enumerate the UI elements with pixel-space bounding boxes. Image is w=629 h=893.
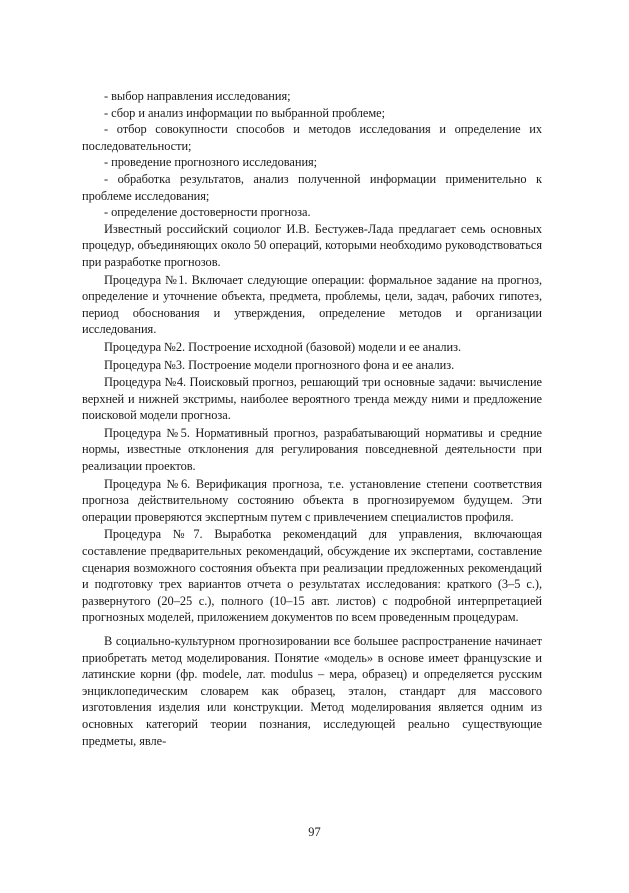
paragraph-procedure-7: Процедура №7. Выработка рекомендаций для управления, включающая составление предварительных рекомендаций, обсуждение их экспертами, составление сценария возможного состояния объекта при реализации предложенных рекомендаций и подготовку трех вариантов отчета о результатах исследования: краткого (3–5 с.), развернутого (20–25 с.), полного (10–15 авт. листов) с подробной интерпретацией прогнозных моделей, приложением документов по всем проведенным процедурам. [82,527,542,625]
paragraph-procedure-2: Процедура №2. Построение исходной (базовой) модели и ее анализ. [104,339,461,354]
paragraph-list-item-1: - выбор направления исследования; [104,89,291,103]
paragraph-procedure-4: Процедура №4. Поисковый прогноз, решающий три основные задачи: вычисление верхней и нижней экстримы, наиболее вероятного тренда между ними и предложение поисковой модели прогноза. [82,375,542,423]
paragraph-modeling-method: В социально-культурном прогнозировании все большее распространение начинает приобретать метод моделирования. Понятие «модель» в основе имеет французские и латинские корни (фр. modele, лат. modulus – мера, образец) и определяется русским энциклопедическим словарем как образец, эталон, стандарт для массового изготовления изделия или конструкции. Метод моделирования является одним из основных категорий теории познания, исследующей реально существующие предметы, явле- [82,634,542,748]
paragraph-procedure-5: Процедура №5. Нормативный прогноз, разрабатывающий нормативы и средние нормы, известные отклонения для регулирования повседневной деятельности при реализации проектов. [82,425,542,474]
paragraph-list-item-3: - отбор совокупности способов и методов исследования и определение их последовательности; [82,122,542,153]
paragraph-list-item-5: - обработка результатов, анализ полученной информации применительно к проблеме исследования; [82,171,542,203]
paragraph-procedure-1: Процедура №1. Включает следующие операции: формальное задание на прогноз, определение и уточнение объекта, предмета, проблемы, цели, задач, рабочих гипотез, период обоснования и утверждения, определение методов и организации исследования. [82,272,542,337]
paragraph-intro-bestuzhev-lada: Известный российский социолог И.В. Бестужев-Лада предлагает семь основных процедур, объединяющих около 50 операций, которыми необходимо руководствоваться при разработке прогнозов. [82,221,542,269]
paragraph-procedure-3: Процедура №3. Построение модели прогнозного фона и ее анализ. [104,357,455,372]
document-page [82,88,542,749]
page-number: 97 [308,825,321,839]
paragraph-procedure-6: Процедура №6. Верификация прогноза, т.е. установление степени соответствия прогноза действительному состоянию объекта в прогнозируемом будущем. Эти операции проверяются экспертным путем с привлечением специалистов профиля. [82,476,542,524]
paragraph-list-item-2: - сбор и анализ информации по выбранной проблеме; [104,105,385,120]
paragraph-list-item-6: - определение достоверности прогноза. [104,205,311,220]
paragraph-list-item-4: - проведение прогнозного исследования; [104,155,318,170]
